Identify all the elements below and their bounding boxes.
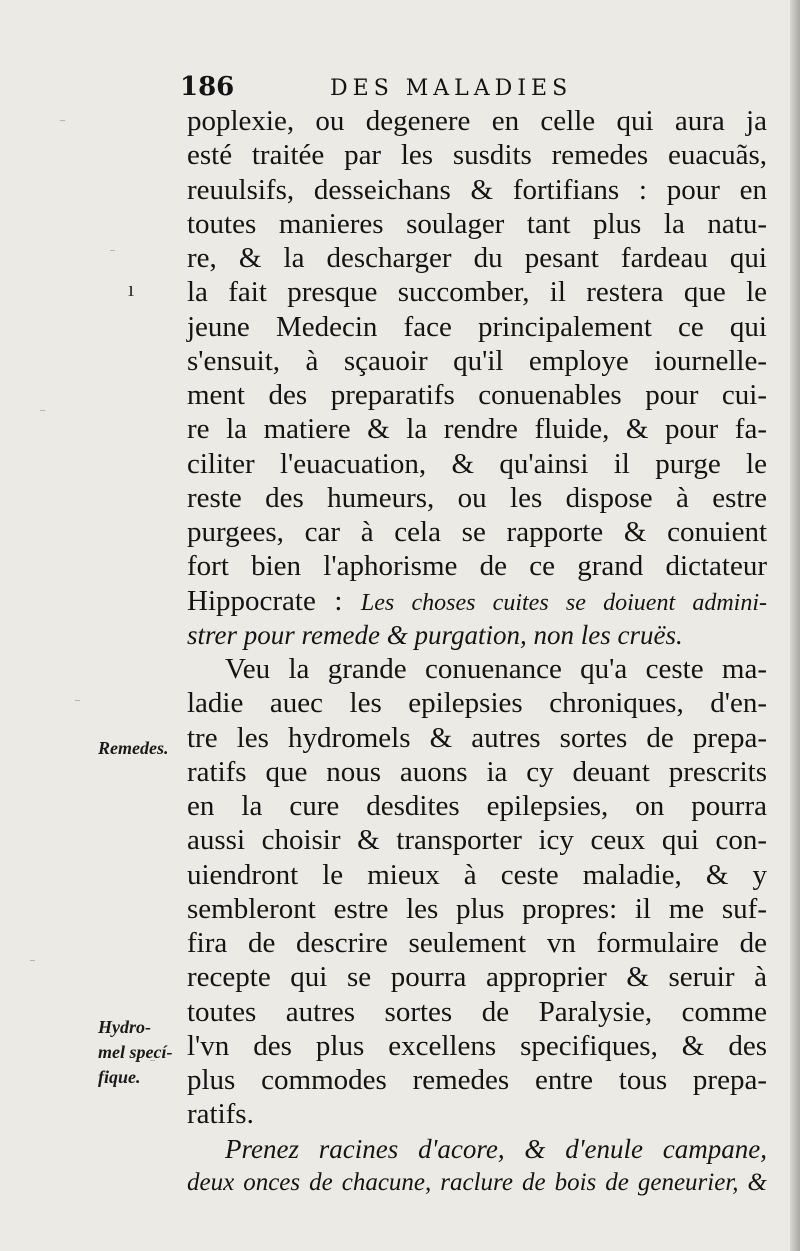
text-line: ladie auec les epilepsies chroniques, d'en-	[187, 687, 767, 720]
margin-note-hydromel	[98, 1015, 172, 1090]
quotation-attribution: Hippocrate :	[187, 584, 361, 617]
paragraph-last-line: ratifs.	[187, 1098, 254, 1131]
text-line: plus commodes remedes entre tous prepa-	[187, 1064, 767, 1096]
margin-note-line: mel specí-	[98, 1042, 173, 1062]
text-line: re la matiere & la rendre fluide, & pour fa-	[187, 413, 767, 446]
text-line: re, & la descharger du pesant fardeau qui	[187, 242, 767, 274]
paper-speck	[40, 410, 45, 411]
margin-note-line: Hydro-	[98, 1017, 151, 1037]
text-line: ciliter l'euacuation, & qu'ainsi il purge le	[187, 447, 767, 480]
text-line: tre les hydromels & autres sortes de prepa-	[187, 721, 767, 754]
paper-speck	[60, 120, 65, 121]
text-line: reuulsifs, desseichans & fortifians : pour en	[187, 173, 767, 206]
margin-note-remedes: Remedes.	[98, 738, 169, 758]
text-line: l'vn des plus excellens specifiques, & des	[187, 1029, 767, 1062]
text-line-quotation-end: strer pour remede & purgation, non les cruës.	[187, 619, 683, 650]
body-text	[187, 104, 767, 1200]
text-line: sembleront estre les plus propres: il me suf-	[187, 892, 767, 925]
text-line: uiendront le mieux à ceste maladie, & y	[187, 858, 767, 891]
text-line: ment des preparatifs conuenables pour cui-	[187, 379, 767, 411]
text-line: reste des humeurs, ou les dispose à estre	[187, 481, 767, 514]
text-line: purgees, car à cela se rapporte & conuient	[187, 516, 767, 548]
paper-speck	[30, 960, 35, 961]
text-line: esté traitée par les susdits remedes euacuãs,	[187, 139, 767, 172]
text-line: recepte qui se pourra approprier & seruir à	[187, 961, 767, 994]
text-line: toutes manieres soulager tant plus la natu-	[187, 207, 767, 240]
text-line: ratifs que nous auons ia cy deuant prescrits	[187, 755, 767, 788]
margin-note-line: fique.	[98, 1067, 141, 1087]
paper-speck	[75, 700, 80, 701]
running-title: DES MALADIES	[330, 76, 573, 101]
text-line: s'ensuit, à sçauoir qu'il employe iournelle-	[187, 344, 767, 377]
text-line: jeune Medecin face principalement ce qui	[187, 310, 767, 343]
page-header	[180, 70, 780, 104]
text-line-quotation	[187, 584, 767, 618]
text-line: en la cure desdites epilepsies, on pourra	[187, 790, 767, 822]
recipe-line: deux onces de chacune, raclure de bois de geneurier, &	[187, 1168, 767, 1196]
text-line: fira de descrire seulement vn formulaire de	[187, 927, 767, 959]
margin-mark: ı	[128, 276, 135, 301]
recipe-line: Prenez racines d'acore, & d'enule campane,	[225, 1133, 767, 1164]
paper-speck	[110, 250, 115, 251]
text-line: toutes autres sortes de Paralysie, comme	[187, 995, 767, 1028]
page-edge-shadow	[790, 0, 800, 1251]
text-line: fort bien l'aphorisme de ce grand dictateur	[187, 550, 767, 583]
quotation-text: Les choses cuites se doiuent admini-	[360, 589, 768, 616]
text-line: la fait presque succomber, il restera que le	[187, 276, 767, 309]
text-line: poplexie, ou degenere en celle qui aura ja	[187, 105, 767, 137]
text-line: aussi choisir & transporter icy ceux qui con-	[187, 824, 767, 857]
page-number: 186	[180, 72, 235, 102]
paragraph-first-line: Veu la grande conuenance qu'a ceste ma-	[225, 653, 767, 685]
